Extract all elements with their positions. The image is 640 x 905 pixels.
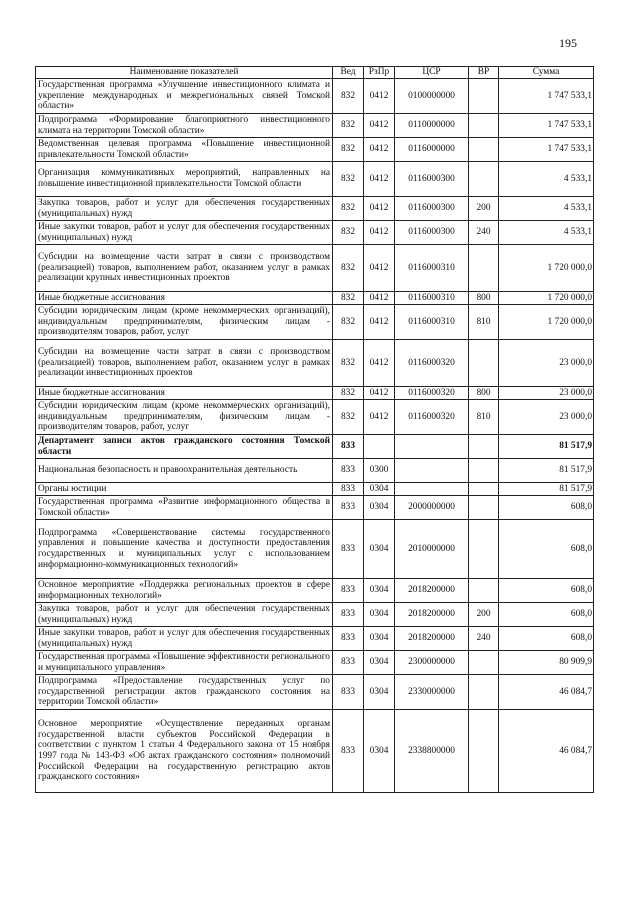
row-name-cell: Национальная безопасность и правоохранительная деятельность	[36, 459, 333, 483]
row-sum-cell: 1 747 533,1	[499, 79, 594, 114]
table-row	[36, 435, 594, 459]
row-sum-cell: 608,0	[499, 520, 594, 579]
row-vr-cell: 810	[469, 305, 499, 340]
row-csr-cell: 0116000320	[395, 340, 469, 387]
row-vr-cell	[469, 138, 499, 162]
row-csr-cell	[395, 483, 469, 496]
row-sum-cell: 81 517,9	[499, 483, 594, 496]
row-csr-cell: 2018200000	[395, 627, 469, 651]
row-rzpr-cell: 0412	[364, 305, 395, 340]
row-name-cell: Субсидии юридическим лицам (кроме некоммерческих организаций), индивидуальным предпринимателям, физическим лицам - производителям товаров, работ, услуг	[36, 400, 333, 435]
row-ved-cell: 832	[333, 387, 364, 400]
row-name-cell: Субсидии на возмещение части затрат в связи с производством (реализацией) товаров, выполнением работ, оказанием услуг в рамках реализации инвестиционных проектов	[36, 340, 333, 387]
row-rzpr-cell: 0304	[364, 483, 395, 496]
row-vr-cell	[469, 483, 499, 496]
row-vr-cell	[469, 520, 499, 579]
row-name-cell: Субсидии юридическим лицам (кроме некоммерческих организаций), индивидуальным предпринимателям, физическим лицам - производителям товаров, работ, услуг	[36, 305, 333, 340]
row-ved-cell: 833	[333, 710, 364, 793]
row-rzpr-cell: 0304	[364, 520, 395, 579]
row-rzpr-cell: 0412	[364, 114, 395, 138]
row-sum-cell: 4 533,1	[499, 221, 594, 245]
row-vr-cell	[469, 459, 499, 483]
row-sum-cell: 608,0	[499, 579, 594, 603]
row-csr-cell: 0116000320	[395, 387, 469, 400]
row-sum-cell: 23 000,0	[499, 340, 594, 387]
row-csr-cell: 0116000310	[395, 305, 469, 340]
row-csr-cell: 0116000310	[395, 245, 469, 292]
row-sum-cell: 23 000,0	[499, 400, 594, 435]
table-row	[36, 162, 594, 197]
row-ved-cell: 833	[333, 675, 364, 710]
row-ved-cell: 832	[333, 292, 364, 305]
row-csr-cell: 2000000000	[395, 496, 469, 520]
table-row	[36, 387, 594, 400]
table-row	[36, 483, 594, 496]
row-sum-cell: 23 000,0	[499, 387, 594, 400]
table-row	[36, 627, 594, 651]
row-name-cell: Иные бюджетные ассигнования	[36, 292, 333, 305]
header-rzpr: РзПр	[364, 67, 395, 79]
row-sum-cell: 46 084,7	[499, 675, 594, 710]
header-name: Наименование показателей	[36, 67, 333, 79]
table-row	[36, 675, 594, 710]
row-rzpr-cell: 0304	[364, 603, 395, 627]
row-name-cell: Основное мероприятие «Поддержка региональных проектов в сфере информационных технологий»	[36, 579, 333, 603]
table-row	[36, 459, 594, 483]
row-sum-cell: 4 533,1	[499, 197, 594, 221]
row-sum-cell: 608,0	[499, 627, 594, 651]
budget-table	[35, 66, 594, 793]
row-csr-cell: 2018200000	[395, 603, 469, 627]
row-sum-cell: 1 747 533,1	[499, 138, 594, 162]
table-row	[36, 710, 594, 793]
row-csr-cell: 2330000000	[395, 675, 469, 710]
row-vr-cell	[469, 710, 499, 793]
row-ved-cell: 832	[333, 400, 364, 435]
row-name-cell: Закупка товаров, работ и услуг для обеспечения государственных (муниципальных) нужд	[36, 603, 333, 627]
row-rzpr-cell	[364, 435, 395, 459]
row-rzpr-cell: 0304	[364, 496, 395, 520]
row-sum-cell: 1 747 533,1	[499, 114, 594, 138]
row-rzpr-cell: 0304	[364, 651, 395, 675]
row-vr-cell	[469, 579, 499, 603]
row-ved-cell: 832	[333, 221, 364, 245]
row-ved-cell: 833	[333, 603, 364, 627]
row-ved-cell: 832	[333, 114, 364, 138]
table-row	[36, 79, 594, 114]
row-sum-cell: 4 533,1	[499, 162, 594, 197]
row-csr-cell: 2338800000	[395, 710, 469, 793]
table-row	[36, 221, 594, 245]
row-rzpr-cell: 0412	[364, 162, 395, 197]
row-name-cell: Государственная программа «Улучшение инвестиционного климата и укрепление международных и межрегиональных связей Томской области»	[36, 79, 333, 114]
row-csr-cell: 0116000300	[395, 197, 469, 221]
row-ved-cell: 833	[333, 483, 364, 496]
row-name-cell: Органы юстиции	[36, 483, 333, 496]
row-ved-cell: 832	[333, 197, 364, 221]
row-ved-cell: 832	[333, 138, 364, 162]
row-vr-cell: 240	[469, 221, 499, 245]
row-rzpr-cell: 0304	[364, 675, 395, 710]
row-sum-cell: 80 909,9	[499, 651, 594, 675]
row-ved-cell: 833	[333, 651, 364, 675]
row-rzpr-cell: 0412	[364, 340, 395, 387]
row-sum-cell: 608,0	[499, 603, 594, 627]
row-ved-cell: 832	[333, 79, 364, 114]
row-vr-cell	[469, 79, 499, 114]
row-csr-cell: 0116000000	[395, 138, 469, 162]
row-ved-cell: 832	[333, 162, 364, 197]
table-row	[36, 292, 594, 305]
header-csr: ЦСР	[395, 67, 469, 79]
row-name-cell: Ведомственная целевая программа «Повышение инвестиционной привлекательности Томской области»	[36, 138, 333, 162]
page-number: 195	[559, 36, 577, 50]
table-row	[36, 400, 594, 435]
row-name-cell: Основное мероприятие «Осуществление переданных органам государственной власти субъектов Российской Федерации в соответствии с пунктом 1 статьи 4 Федерального закона от 15 ноября 1997 года № 143-ФЗ «Об актах гражданского состояния» полномочий Российской Федерации на государственную регистрацию актов гражданского состояния»	[36, 710, 333, 793]
row-vr-cell	[469, 114, 499, 138]
row-name-cell: Организация коммуникативных мероприятий, направленных на повышение инвестиционной привлекательности Томской области	[36, 162, 333, 197]
table-row	[36, 496, 594, 520]
row-rzpr-cell: 0412	[364, 400, 395, 435]
row-sum-cell: 46 084,7	[499, 710, 594, 793]
row-vr-cell	[469, 340, 499, 387]
row-sum-cell: 81 517,9	[499, 435, 594, 459]
table-row	[36, 651, 594, 675]
row-ved-cell: 833	[333, 459, 364, 483]
row-rzpr-cell: 0412	[364, 245, 395, 292]
row-vr-cell	[469, 245, 499, 292]
row-name-cell: Иные закупки товаров, работ и услуг для обеспечения государственных (муниципальных) нужд	[36, 627, 333, 651]
row-rzpr-cell: 0412	[364, 387, 395, 400]
row-ved-cell: 833	[333, 627, 364, 651]
row-vr-cell: 800	[469, 387, 499, 400]
table-header-row	[36, 67, 594, 79]
row-csr-cell: 2018200000	[395, 579, 469, 603]
row-csr-cell	[395, 459, 469, 483]
table-row	[36, 603, 594, 627]
row-vr-cell	[469, 162, 499, 197]
table-row	[36, 245, 594, 292]
table-row	[36, 579, 594, 603]
row-vr-cell	[469, 651, 499, 675]
table-row	[36, 138, 594, 162]
row-sum-cell: 1 720 000,0	[499, 245, 594, 292]
table-row	[36, 114, 594, 138]
row-name-cell: Департамент записи актов гражданского состояния Томской области	[36, 435, 333, 459]
row-csr-cell: 0116000300	[395, 221, 469, 245]
row-vr-cell: 810	[469, 400, 499, 435]
row-rzpr-cell: 0412	[364, 221, 395, 245]
table-row	[36, 305, 594, 340]
row-ved-cell: 833	[333, 520, 364, 579]
table-body	[36, 79, 594, 793]
row-ved-cell: 832	[333, 305, 364, 340]
row-vr-cell	[469, 435, 499, 459]
row-csr-cell: 0116000320	[395, 400, 469, 435]
row-sum-cell: 1 720 000,0	[499, 305, 594, 340]
row-vr-cell: 200	[469, 197, 499, 221]
row-name-cell: Подпрограмма «Совершенствование системы государственного управления и повышение качества и доступности предоставления государственных и муниципальных услуг с использованием информационно-коммуникационных технологий»	[36, 520, 333, 579]
row-name-cell: Закупка товаров, работ и услуг для обеспечения государственных (муниципальных) нужд	[36, 197, 333, 221]
row-vr-cell: 800	[469, 292, 499, 305]
header-vr: ВР	[469, 67, 499, 79]
row-ved-cell: 833	[333, 579, 364, 603]
row-ved-cell: 832	[333, 245, 364, 292]
row-name-cell: Государственная программа «Развитие информационного общества в Томской области»	[36, 496, 333, 520]
row-csr-cell: 2010000000	[395, 520, 469, 579]
row-ved-cell: 833	[333, 496, 364, 520]
row-csr-cell: 0116000300	[395, 162, 469, 197]
row-csr-cell	[395, 435, 469, 459]
row-name-cell: Подпрограмма «Предоставление государственных услуг по государственной регистрации актов гражданского состояния на территории Томской области»	[36, 675, 333, 710]
row-vr-cell: 240	[469, 627, 499, 651]
row-vr-cell: 200	[469, 603, 499, 627]
row-name-cell: Государственная программа «Повышение эффективности регионального и муниципального управления»	[36, 651, 333, 675]
row-name-cell: Иные бюджетные ассигнования	[36, 387, 333, 400]
row-name-cell: Подпрограмма «Формирование благоприятного инвестиционного климата на территории Томской области»	[36, 114, 333, 138]
header-sum: Сумма	[499, 67, 594, 79]
row-rzpr-cell: 0304	[364, 627, 395, 651]
table-row	[36, 520, 594, 579]
row-rzpr-cell: 0412	[364, 79, 395, 114]
row-csr-cell: 2300000000	[395, 651, 469, 675]
row-vr-cell	[469, 496, 499, 520]
table-row	[36, 197, 594, 221]
row-rzpr-cell: 0304	[364, 710, 395, 793]
row-rzpr-cell: 0412	[364, 292, 395, 305]
row-ved-cell: 832	[333, 340, 364, 387]
row-name-cell: Иные закупки товаров, работ и услуг для обеспечения государственных (муниципальных) нужд	[36, 221, 333, 245]
row-vr-cell	[469, 675, 499, 710]
row-rzpr-cell: 0304	[364, 579, 395, 603]
row-csr-cell: 0116000310	[395, 292, 469, 305]
table-row	[36, 340, 594, 387]
row-sum-cell: 81 517,9	[499, 459, 594, 483]
row-rzpr-cell: 0300	[364, 459, 395, 483]
row-sum-cell: 608,0	[499, 496, 594, 520]
row-csr-cell: 0110000000	[395, 114, 469, 138]
row-sum-cell: 1 720 000,0	[499, 292, 594, 305]
row-csr-cell: 0100000000	[395, 79, 469, 114]
row-rzpr-cell: 0412	[364, 197, 395, 221]
header-ved: Вед	[333, 67, 364, 79]
row-ved-cell: 833	[333, 435, 364, 459]
row-name-cell: Субсидии на возмещение части затрат в связи с производством (реализацией) товаров, выполнением работ, оказанием услуг в рамках реализации крупных инвестиционных проектов	[36, 245, 333, 292]
row-rzpr-cell: 0412	[364, 138, 395, 162]
